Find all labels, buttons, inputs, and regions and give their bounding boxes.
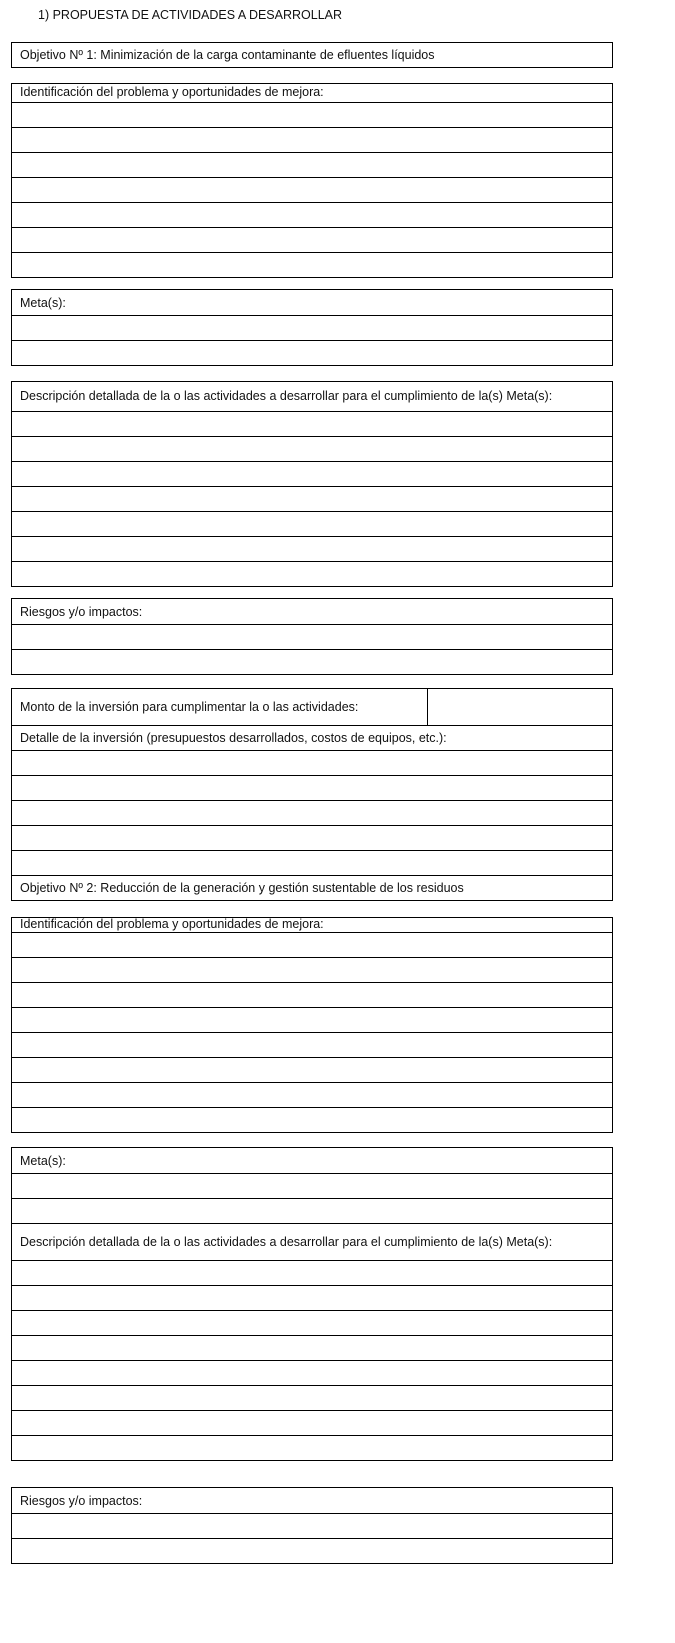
objective-2-problem-line[interactable] [12,957,612,982]
objective-1-investment-line[interactable] [12,775,612,800]
objective-1-problem-line[interactable] [12,202,612,227]
objective-1-problem-line[interactable] [12,102,612,127]
objective-1-risks-table [11,598,613,675]
objective-2-title: Objetivo Nº 2: Reducción de la generación y gestión sustentable de los residuos [20,881,464,895]
objective-2-description-line[interactable] [12,1285,612,1310]
objective-1-investment-line[interactable] [12,750,612,775]
objective-2-description-line[interactable] [12,1310,612,1335]
objective-2-goals-line[interactable] [12,1198,612,1223]
objective-2-goals-label: Meta(s): [20,1154,66,1168]
objective-1-problem-label: Identificación del problema y oportunidades de mejora: [20,85,324,99]
objective-2-goals-description-table [11,1147,613,1461]
objective-1-description-line[interactable] [12,486,612,511]
objective-1-problem-line[interactable] [12,127,612,152]
objective-1-title-box [11,42,613,68]
objective-1-investment-amount-label: Monto de la inversión para cumplimentar la o las actividades: [20,700,359,714]
objective-2-description-line[interactable] [12,1360,612,1385]
objective-2-problem-line[interactable] [12,1057,612,1082]
objective-1-description-table [11,381,613,587]
objective-1-risks-line[interactable] [12,624,612,649]
objective-2-description-line[interactable] [12,1385,612,1410]
objective-2-problem-line[interactable] [12,1007,612,1032]
objective-2-description-line[interactable] [12,1335,612,1360]
objective-2-problem-line[interactable] [12,982,612,1007]
section-heading: 1) PROPUESTA DE ACTIVIDADES A DESARROLLAR [38,8,343,22]
objective-1-description-line[interactable] [12,461,612,486]
objective-1-investment-detail-label: Detalle de la inversión (presupuestos desarrollados, costos de equipos, etc.): [20,731,447,745]
objective-2-problem-line[interactable] [12,1107,612,1132]
objective-1-description-line[interactable] [12,536,612,561]
objective-1-description-line[interactable] [12,561,612,586]
objective-2-risks-label: Riesgos y/o impactos: [20,1494,143,1508]
objective-2-risks-line[interactable] [12,1538,612,1563]
objective-1-goals-label: Meta(s): [20,296,66,310]
objective-1-investment-line[interactable] [12,825,612,850]
objective-1-risks-line[interactable] [12,649,612,674]
objective-1-problem-line[interactable] [12,152,612,177]
objective-1-goals-table [11,289,613,366]
objective-1-description-line[interactable] [12,511,612,536]
objective-1-title: Objetivo Nº 1: Minimización de la carga contaminante de efluentes líquidos [20,48,435,62]
objective-1-problem-line[interactable] [12,177,612,202]
objective-1-investment-amount-field[interactable] [428,689,612,725]
objective-1-problem-line[interactable] [12,252,612,277]
objective-2-risks-table [11,1487,613,1564]
objective-2-problem-line[interactable] [12,932,612,957]
objective-2-description-line[interactable] [12,1435,612,1460]
objective-1-description-label: Descripción detallada de la o las actividades a desarrollar para el cumplimiento de la(s) Meta(s): [20,389,553,403]
objective-1-description-line[interactable] [12,436,612,461]
objective-1-investment-line[interactable] [12,850,612,875]
objective-2-problem-line[interactable] [12,1082,612,1107]
objective-2-problem-line[interactable] [12,1032,612,1057]
objective-2-description-line[interactable] [12,1260,612,1285]
objective-2-description-label: Descripción detallada de la o las actividades a desarrollar para el cumplimiento de la(s) Meta(s): [20,1235,553,1249]
objective-2-risks-line[interactable] [12,1513,612,1538]
objective-1-investment-line[interactable] [12,800,612,825]
objective-1-investment-table [11,688,613,901]
objective-2-description-line[interactable] [12,1410,612,1435]
objective-1-description-line[interactable] [12,411,612,436]
objective-2-problem-table [11,917,613,1133]
objective-1-goals-line[interactable] [12,340,612,365]
objective-1-goals-line[interactable] [12,315,612,340]
objective-1-problem-table [11,83,613,278]
objective-1-risks-label: Riesgos y/o impactos: [20,605,143,619]
objective-2-goals-line[interactable] [12,1173,612,1198]
objective-2-problem-label: Identificación del problema y oportunidades de mejora: [20,917,324,931]
objective-1-problem-line[interactable] [12,227,612,252]
